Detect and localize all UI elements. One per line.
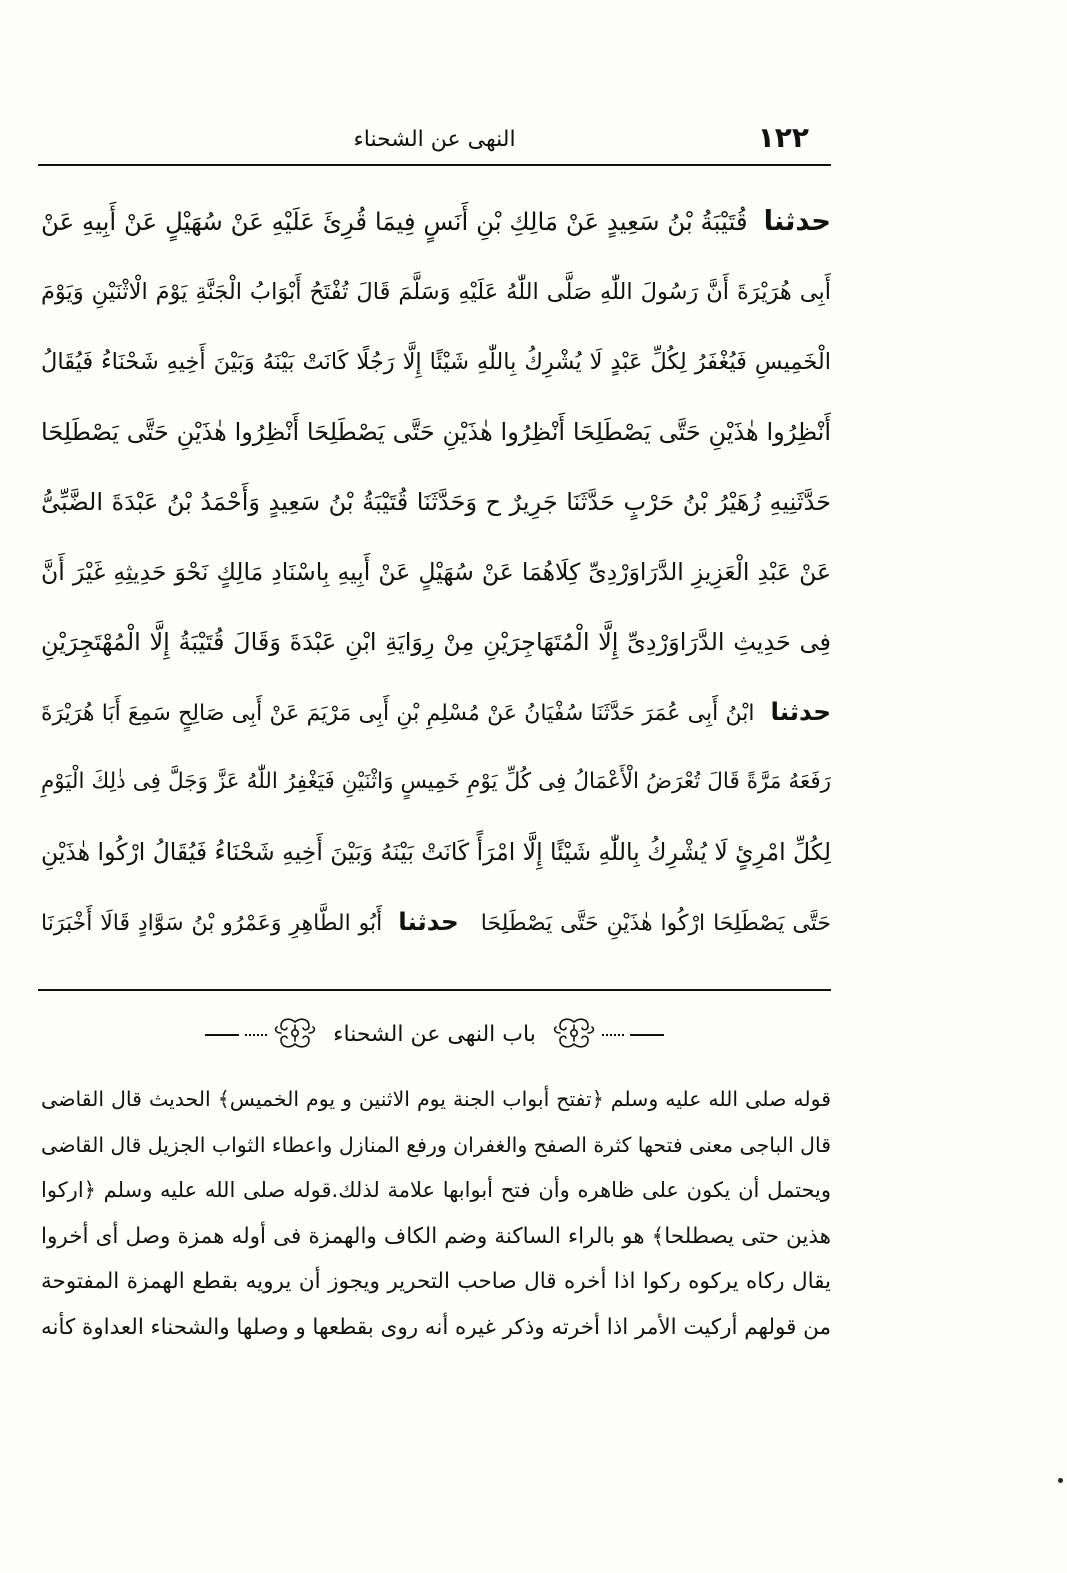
- commentary-line-text: قوله صلى الله عليه وسلم ﴿تفتح أبواب الجنة يوم الاثنين و يوم الخميس﴾ الحديث قال القاضى: [41, 1087, 831, 1111]
- hadith-line-content: [41, 887, 831, 957]
- scroll-ornament-icon: [552, 1016, 596, 1054]
- hadith-line: [38, 467, 831, 537]
- hadith-line-content: [41, 537, 831, 607]
- haddathana-marker: حدثنا: [398, 907, 459, 936]
- book-page: [38, 0, 831, 1573]
- commentary-line-text: قال الباجى معنى فتحها كثرة الصفح والغفران ورفع المنازل واعطاء الثواب الجزيل قال القاضى: [41, 1132, 831, 1157]
- hadith-line-content: [41, 397, 831, 467]
- hadith-line-text-after: أَبُو الطَّاهِرِ وَعَمْرُو بْنُ سَوَّادٍ قَالَا أَخْبَرَنَا: [41, 911, 383, 936]
- hadith-line: [38, 397, 831, 467]
- hadith-line-text: أَنْظِرُوا هٰذَيْنِ حَتَّى يَصْطَلِحَا أَنْظِرُوا هٰذَيْنِ حَتَّى يَصْطَلِحَا أَنْظِرُوا هٰذَيْنِ حَتَّى يَصْطَلِحَا: [41, 418, 831, 446]
- hadith-line: [38, 607, 831, 677]
- heading-dash: [205, 1034, 239, 1036]
- hadith-line-text: ابْنُ أَبِى عُمَرَ حَدَّثَنَا سُفْيَانُ عَنْ مُسْلِمِ بْنِ أَبِى مَرْيَمَ عَنْ أَبِى صَالِحٍ سَمِعَ أَبَا هُرَيْرَةَ: [41, 701, 755, 726]
- hadith-line-content: [41, 607, 831, 677]
- hadith-line: [38, 887, 831, 957]
- commentary-text: [38, 1077, 831, 1351]
- heading-dash: [630, 1034, 664, 1036]
- hadith-line-text: حَدَّثَنِيهِ زُهَيْرُ بْنُ حَرْبٍ حَدَّثَنَا جَرِيرٌ ح وَحَدَّثَنَا قُتَيْبَةُ بْنُ سَعِيدٍ وَأَحْمَدُ بْنُ عَبْدَةَ الضَّبِّىُّ: [41, 488, 831, 516]
- hadith-line: [38, 257, 831, 327]
- heading-dots: [602, 1034, 624, 1036]
- commentary-heading-title: باب النهى عن الشحناء: [333, 1022, 536, 1047]
- hadith-line-content: [41, 187, 831, 257]
- page-number: ١٢٢: [757, 121, 809, 154]
- hadith-line-content: [41, 747, 831, 817]
- hadith-line: [38, 327, 831, 397]
- hadith-line-content: [41, 327, 831, 397]
- hadith-line: [38, 537, 831, 607]
- hadith-line-text: قُتَيْبَةُ بْنُ سَعِيدٍ عَنْ مَالِكِ بْنِ أَنَسٍ فِيمَا قُرِئَ عَلَيْهِ عَنْ سُهَيْلٍ عَنْ أَبِيهِ عَنْ: [41, 207, 748, 236]
- haddathana-marker: حدثنا: [770, 697, 831, 726]
- hadith-line-content: [41, 677, 831, 747]
- hadith-line-text: حَتَّى يَصْطَلِحَا ارْكُوا هٰذَيْنِ حَتَّى يَصْطَلِحَا: [480, 911, 831, 936]
- hadith-line-text: رَفَعَهُ مَرَّةً قَالَ تُعْرَضُ الْأَعْمَالُ فِى كُلِّ يَوْمِ خَمِيسٍ وَاثْنَيْنِ فَيَغْفِرُ اللّٰهُ عَزَّ وَجَلَّ فِى ذٰلِكَ الْيَوْمِ: [41, 769, 831, 794]
- scan-speck: [1058, 1478, 1063, 1483]
- hadith-line: [38, 747, 831, 817]
- commentary-line-text: ويحتمل أن يكون على ظاهره وأن فتح أبوابها علامة لذلك.قوله صلى الله عليه وسلم ﴿اركوا: [41, 1178, 831, 1203]
- hadith-line: [38, 677, 831, 747]
- hadith-line-text: فِى حَدِيثِ الدَّرَاوَرْدِىِّ إِلَّا الْمُتَهَاجِرَيْنِ مِنْ رِوَايَةِ ابْنِ عَبْدَةَ وَقَالَ قُتَيْبَةُ إِلَّا الْمُهْتَجِرَيْنِ: [41, 628, 831, 656]
- commentary-line-text: هذين حتى يصطلحا﴾ هو بالراء الساكنة وضم الكاف والهمزة فى أوله همزة وصل أى أخروا: [41, 1223, 831, 1249]
- hadith-text: [38, 187, 831, 957]
- hadith-line-text: الْخَمِيسِ فَيُغْفَرُ لِكُلِّ عَبْدٍ لَا يُشْرِكُ بِاللّٰهِ شَيْئًا إِلَّا رَجُلًا كَانَتْ بَيْنَهُ وَبَيْنَ أَخِيهِ شَحْنَاءُ فَيُقَالُ: [41, 349, 831, 375]
- header-rule: [38, 164, 831, 166]
- hadith-line-text: عَنْ عَبْدِ الْعَزِيزِ الدَّرَاوَرْدِىِّ كِلَاهُمَا عَنْ سُهَيْلٍ عَنْ أَبِيهِ بِاسْنَادِ مَالِكٍ نَحْوَ حَدِيثِهِ غَيْرَ أَنَّ: [41, 558, 831, 586]
- hadith-line-content: [41, 257, 831, 327]
- commentary-line-text: يقال ركاه يركوه ركوا اذا أخره قال صاحب التحرير ويجوز أن يرويه بقطع الهمزة المفتوحة: [41, 1269, 831, 1295]
- hadith-line-content: [41, 467, 831, 537]
- haddathana-marker: حدثنا: [763, 206, 831, 237]
- commentary-line: [38, 1305, 831, 1351]
- hadith-line-text: أَبِى هُرَيْرَةَ أَنَّ رَسُولَ اللّٰهِ صَلَّى اللّٰهُ عَلَيْهِ وَسَلَّمَ قَالَ تُفْتَحُ أَبْوَابُ الْجَنَّةِ يَوْمَ الْاثْنَيْنِ وَيَوْمَ: [41, 279, 831, 305]
- heading-dots: [245, 1034, 267, 1036]
- commentary-heading: [38, 1012, 831, 1058]
- hadith-line: [38, 817, 831, 887]
- hadith-line-text: لِكُلِّ امْرِئٍ لَا يُشْرِكُ بِاللّٰهِ شَيْئًا إِلَّا امْرَأً كَانَتْ بَيْنَهُ وَبَيْنَ أَخِيهِ شَحْنَاءُ فَيُقَالُ ارْكُوا هٰذَيْنِ: [40, 838, 831, 866]
- hadith-line-content: [41, 817, 831, 887]
- running-title: النهى عن الشحناء: [353, 127, 516, 152]
- commentary-line-text: من قولهم أركيت الأمر اذا أخرته وذكر غيره أنه روى بقطعها و وصلها والشحناء العداوة كأنه: [41, 1314, 831, 1340]
- commentary-line: [38, 1168, 831, 1214]
- scroll-ornament-icon: [273, 1016, 317, 1054]
- commentary-line: [38, 1259, 831, 1305]
- commentary-line: [38, 1077, 831, 1123]
- footnote-rule: [38, 989, 831, 991]
- hadith-line: [38, 187, 831, 257]
- commentary-line: [38, 1214, 831, 1260]
- page-header: [38, 116, 831, 162]
- commentary-line: [38, 1123, 831, 1169]
